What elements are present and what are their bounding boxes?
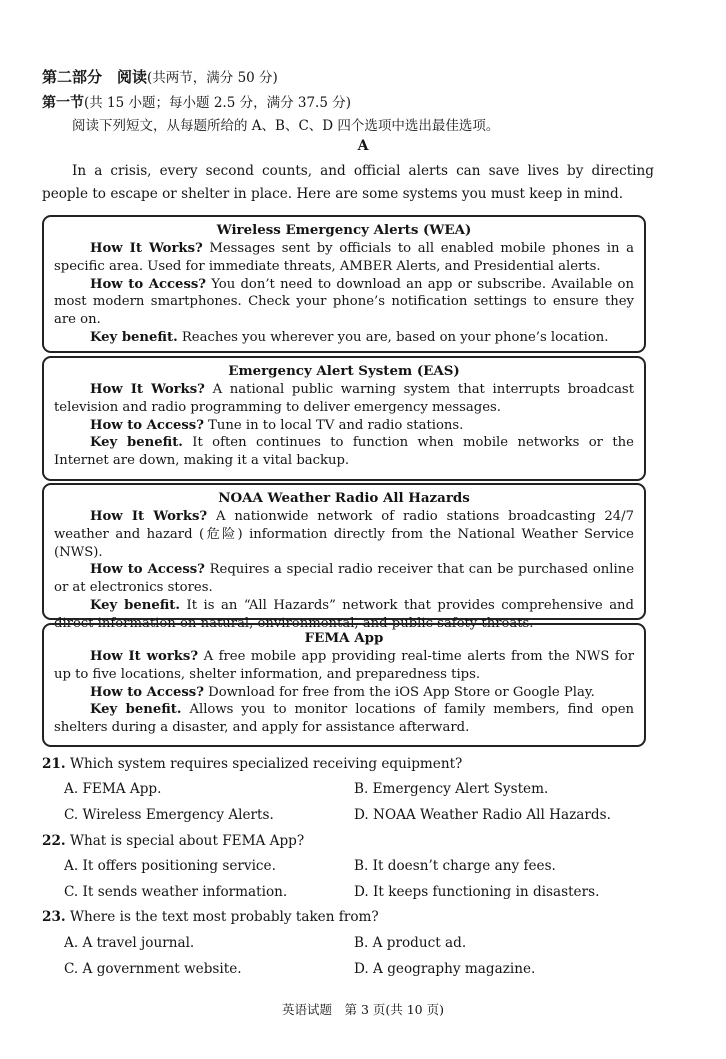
box-row <box>54 648 634 684</box>
row-label: How to Access? <box>90 417 204 433</box>
section-note: (共 15 小题；每小题 2.5 分，满分 37.5 分) <box>84 95 351 111</box>
row-label: How It Works? <box>90 509 208 524</box>
row-text: Download for free from the iOS App Store or Google Play. <box>203 684 595 700</box>
row-text: A national public warning system that interrupts broadcast television and radio programming to deliver emergency messages. <box>54 382 634 415</box>
info-box-wea <box>42 215 646 353</box>
part-title: 第二部分 阅读 <box>42 68 148 86</box>
option-21-b[interactable]: B. Emergency Alert System. <box>354 781 549 797</box>
row-text: Messages sent by officials to all enabled mobile phones in a specific area. Used for immediate threats, AMBER Alerts, and Presidential alerts. <box>54 241 634 274</box>
question-stem: Which system requires specialized receiving equipment? <box>65 756 463 772</box>
row-label: Key benefit. <box>90 597 180 613</box>
box-row <box>54 701 634 737</box>
row-text: Tune in to local TV and radio stations. <box>203 417 464 433</box>
question-stem: Where is the text most probably taken from? <box>65 909 379 925</box>
info-box-fema <box>42 623 646 747</box>
box-row <box>54 508 634 561</box>
row-text: Requires a special radio receiver that can be purchased online or at electronics stores. <box>54 562 635 596</box>
option-21-a[interactable]: A. FEMA App. <box>64 781 162 797</box>
box-row <box>54 381 634 417</box>
row-label: How to Access? <box>90 276 207 292</box>
row-label: How to Access? <box>90 562 205 578</box>
box-title: Wireless Emergency Alerts (WEA) <box>216 222 472 238</box>
instruction: 阅读下列短文，从每题所给的 A、B、C、D 四个选项中选出最佳选项。 <box>72 118 500 134</box>
option-22-a[interactable]: A. It offers positioning service. <box>64 858 276 874</box>
box-row <box>54 434 634 470</box>
section-heading <box>42 91 351 112</box>
row-text: You don’t need to download an app or subscribe. Available on most modern smartphones. Check your phone’s notification settings to ensure they are on. <box>54 276 634 328</box>
box-row <box>54 329 634 347</box>
option-22-c[interactable]: C. It sends weather information. <box>64 884 288 900</box>
box-row <box>54 417 634 435</box>
row-label: Key benefit. <box>90 329 178 345</box>
row-text: A nationwide network of radio stations broadcasting 24/7 weather and hazard (危险) information directly from the National Weather Service (NWS). <box>54 509 634 560</box>
info-box-eas <box>42 356 646 481</box>
row-text: It often continues to function when mobile networks or the Internet are down, making it a vital backup. <box>54 435 634 469</box>
row-label: Key benefit. <box>90 435 183 451</box>
option-23-b[interactable]: B. A product ad. <box>354 935 467 951</box>
question-23 <box>42 909 379 925</box>
part-note: (共两节，满分 50 分) <box>147 70 278 86</box>
option-23-d[interactable]: D. A geography magazine. <box>354 961 536 977</box>
page-footer: 英语试题 第 3 页(共 10 页) <box>281 1002 444 1017</box>
box-title: FEMA App <box>304 630 384 646</box>
box-row <box>54 240 634 276</box>
question-stem: What is special about FEMA App? <box>65 833 305 849</box>
option-23-a[interactable]: A. A travel journal. <box>64 935 195 951</box>
option-23-c[interactable]: C. A government website. <box>64 961 242 977</box>
box-row <box>54 684 634 702</box>
box-row <box>54 276 634 329</box>
box-title: NOAA Weather Radio All Hazards <box>218 490 470 506</box>
section-title: 第一节 <box>42 95 84 111</box>
row-label: How It Works? <box>90 382 205 397</box>
option-21-c[interactable]: C. Wireless Emergency Alerts. <box>64 807 274 823</box>
option-22-b[interactable]: B. It doesn’t charge any fees. <box>354 858 556 874</box>
question-number: 21. <box>42 756 66 772</box>
question-21 <box>42 756 462 772</box>
row-label: Key benefit. <box>90 702 182 718</box>
row-text: Reaches you wherever you are, based on your phone’s location. <box>177 329 609 345</box>
row-label: How It works? <box>90 649 199 664</box>
row-text: Allows you to monitor locations of family members, find open shelters during a disaster, and apply for assistance afterward. <box>54 702 634 736</box>
info-box-noaa <box>42 483 646 631</box>
question-22 <box>42 833 304 849</box>
row-text: It is an “All Hazards” network that provides comprehensive and direct information on natural, environmental, and public safety threats. <box>54 597 634 631</box>
box-row <box>54 561 634 597</box>
question-number: 22. <box>42 833 66 849</box>
row-label: How It Works? <box>90 241 203 256</box>
passage-letter: A <box>357 138 369 154</box>
box-title: Emergency Alert System (EAS) <box>228 363 460 379</box>
part-heading <box>42 66 278 87</box>
row-label: How to Access? <box>90 684 204 700</box>
question-number: 23. <box>42 909 66 925</box>
row-text: A free mobile app providing real-time alerts from the NWS for up to five locations, shelter information, and preparedness tips. <box>54 649 635 682</box>
passage-intro: In a crisis, every second counts, and official alerts can save lives by directing people to escape or shelter in place. Here are some systems you must keep in mind. <box>42 163 654 202</box>
option-22-d[interactable]: D. It keeps functioning in disasters. <box>354 884 600 900</box>
option-21-d[interactable]: D. NOAA Weather Radio All Hazards. <box>354 807 611 823</box>
